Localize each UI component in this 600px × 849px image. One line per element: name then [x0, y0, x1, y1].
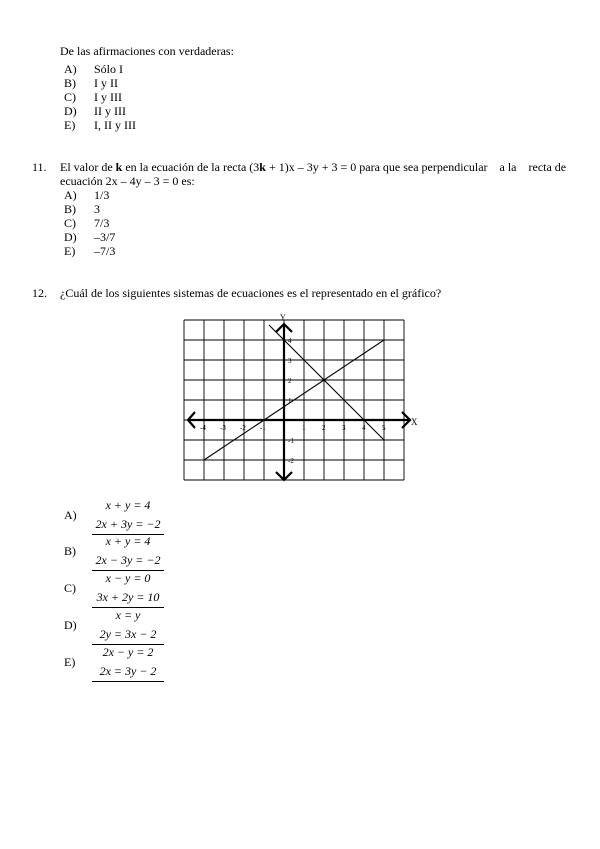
- q11-text: El valor de k en la ecuación de la recta (3k + 1)x – 3y + 3 = 0 para que sea perpendicular a la recta de ecuación 2x – 4y – 3 = 0 es:: [60, 160, 567, 188]
- q12-option-a-letter[interactable]: A): [64, 508, 77, 522]
- x-tick-label: 2: [322, 424, 326, 432]
- intro-option-c[interactable]: C) I y III: [64, 90, 122, 104]
- q12-option-e-letter[interactable]: E): [64, 655, 76, 669]
- graph-axes: [188, 324, 410, 480]
- q11-option-b[interactable]: B) 3: [64, 202, 100, 216]
- y-tick-label: 2: [288, 377, 292, 385]
- line-decreasing: [269, 325, 384, 440]
- q11-option-d[interactable]: D) –3/7: [64, 230, 116, 244]
- y-tick-label: 3: [288, 357, 292, 365]
- q12-option-b-letter[interactable]: B): [64, 544, 76, 558]
- x-tick-label: -1: [260, 424, 266, 432]
- y-axis-label: Y: [280, 313, 286, 322]
- q12-option-e-system: 2x − y = 2 2x = 3y − 2: [92, 644, 164, 682]
- q12-text: ¿Cuál de los siguientes sistemas de ecuaciones es el representado en el gráfico?: [60, 286, 442, 300]
- x-tick-label: 3: [342, 424, 346, 432]
- q12-option-d-letter[interactable]: D): [64, 618, 77, 632]
- q12-option-c-letter[interactable]: C): [64, 581, 76, 595]
- intro-option-a[interactable]: A) Sólo I: [64, 62, 124, 76]
- x-tick-label: 1: [302, 424, 306, 432]
- x-tick-label: -3: [220, 424, 226, 432]
- y-tick-label: -1: [288, 437, 294, 445]
- q12-option-a-system: x + y = 4 2x + 3y = −2: [92, 497, 164, 535]
- q11-option-c[interactable]: C) 7/3: [64, 216, 110, 230]
- q12-option-d-system: x = y 2y = 3x − 2: [92, 607, 164, 645]
- q11-number: 11.: [32, 160, 47, 174]
- q12-option-c-system: x − y = 0 3x + 2y = 10: [92, 570, 164, 608]
- q11-option-a[interactable]: A) 1/3: [64, 188, 110, 202]
- q12-option-b-system: x + y = 4 2x − 3y = −2: [92, 533, 164, 571]
- x-axis-label: X: [411, 417, 418, 427]
- y-tick-label: 4: [288, 337, 292, 345]
- intro-option-d[interactable]: D) II y III: [64, 104, 126, 118]
- intro-option-e[interactable]: E) I, II y III: [64, 118, 136, 132]
- intro-option-b[interactable]: B) I y II: [64, 76, 118, 90]
- y-tick-label: 1: [288, 397, 292, 405]
- x-tick-label: -2: [240, 424, 246, 432]
- y-tick-label: -2: [288, 457, 294, 465]
- x-tick-label: -4: [200, 424, 206, 432]
- coordinate-graph: [182, 312, 422, 484]
- x-tick-label: 5: [382, 424, 386, 432]
- intro-text: De las afirmaciones con verdaderas:: [60, 44, 234, 58]
- x-tick-label: 4: [362, 424, 366, 432]
- q12-number: 12.: [32, 286, 47, 300]
- q11-option-e[interactable]: E) –7/3: [64, 244, 116, 258]
